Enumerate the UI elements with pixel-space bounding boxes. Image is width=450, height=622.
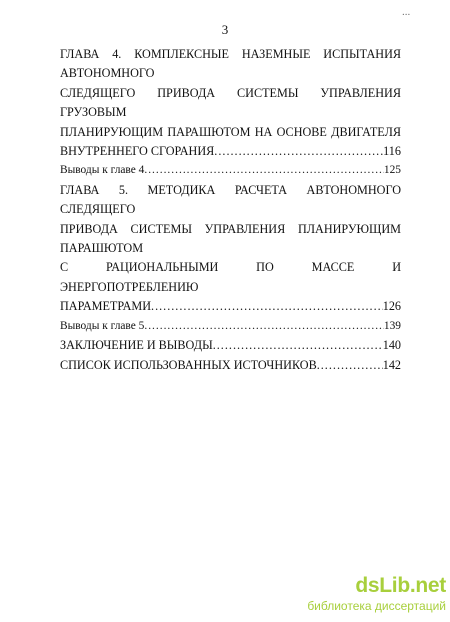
toc-conclusion-page: 140 — [382, 338, 401, 353]
toc-chapter-5-conclusions-label: Выводы к главе 5 — [60, 319, 145, 332]
toc-chapter-5-page: 126 — [382, 299, 401, 314]
watermark-subtitle: библиотека диссертаций — [307, 599, 446, 613]
table-of-contents — [60, 45, 401, 375]
toc-chapter-4-title-end: ВНУТРЕННЕГО СГОРАНИЯ — [60, 144, 215, 159]
toc-references-label: СПИСОК ИСПОЛЬЗОВАННЫХ ИСТОЧНИКОВ — [60, 357, 317, 372]
toc-chapter-4-page: 116 — [383, 144, 401, 159]
dot-leader — [213, 336, 383, 355]
toc-conclusion-label: ЗАКЛЮЧЕНИЕ И ВЫВОДЫ — [60, 338, 213, 353]
toc-chapter-5-line-2: ПРИВОДА СИСТЕМЫ УПРАВЛЕНИЯ ПЛАНИРУЮЩИМ ПАРАШЮТОМ — [60, 221, 401, 256]
dot-leader — [144, 317, 384, 336]
corner-mark: ... — [402, 6, 411, 18]
toc-references — [60, 356, 401, 375]
toc-chapter-5-title-end: ПАРАМЕТРАМИ — [60, 299, 152, 314]
toc-chapter-4-line-2: СЛЕДЯЩЕГО ПРИВОДА СИСТЕМЫ УПРАВЛЕНИЯ ГРУЗОВЫМ — [60, 85, 401, 120]
toc-chapter-5-line-1: ГЛАВА 5. МЕТОДИКА РАСЧЕТА АВТОНОМНОГО СЛЕДЯЩЕГО — [60, 182, 401, 217]
dslib-watermark — [307, 574, 446, 619]
dot-leader — [144, 161, 384, 180]
toc-chapter-4-line-4 — [60, 142, 401, 161]
dot-leader — [151, 297, 383, 316]
toc-chapter-5-line-4 — [60, 297, 401, 316]
toc-references-page: 142 — [382, 357, 401, 372]
toc-chapter-4-conclusions-label: Выводы к главе 4 — [60, 164, 145, 177]
dot-leader — [317, 356, 383, 375]
toc-chapter-5-conclusions-page: 139 — [383, 319, 401, 332]
page-number: 3 — [221, 22, 229, 37]
toc-chapter-4-conclusions — [60, 161, 401, 180]
toc-chapter-5-line-3: С РАЦИОНАЛЬНЫМИ ПО МАССЕ И ЭНЕРГОПОТРЕБЛЕНИЮ — [60, 260, 401, 294]
toc-chapter-4-line-1: ГЛАВА 4. КОМПЛЕКСНЫЕ НАЗЕМНЫЕ ИСПЫТАНИЯ АВТОНОМНОГО — [60, 47, 401, 81]
watermark-brand: dsLib.net — [355, 574, 446, 597]
toc-conclusion — [60, 336, 401, 355]
toc-chapter-5-conclusions — [60, 317, 401, 336]
toc-chapter-4-conclusions-page: 125 — [383, 164, 401, 177]
dot-leader — [214, 142, 383, 161]
toc-chapter-4-line-3: ПЛАНИРУЮЩИМ ПАРАШЮТОМ НА ОСНОВЕ ДВИГАТЕЛЯ — [60, 124, 401, 139]
